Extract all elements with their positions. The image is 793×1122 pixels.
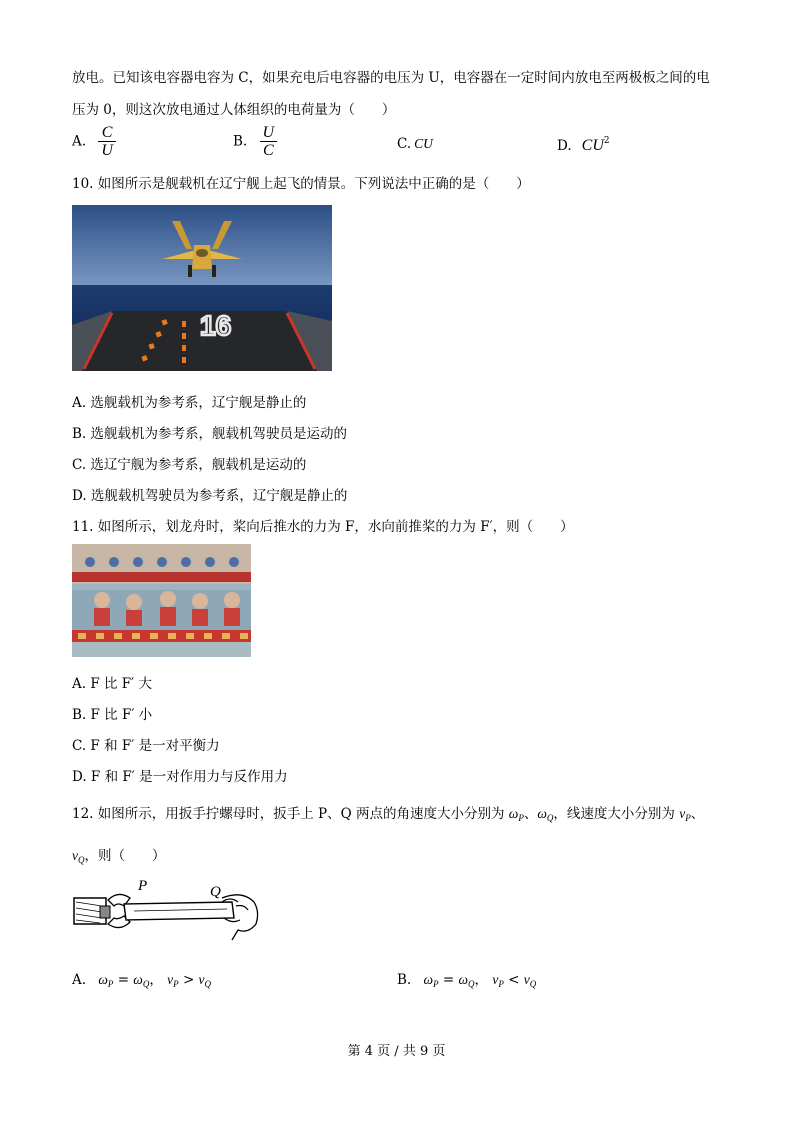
subscript-q: Q xyxy=(468,979,475,989)
q9-option-a xyxy=(72,124,116,159)
q11-stem: 11. 如图所示，划龙舟时，桨向后推水的力为 F，水向前推桨的力为 F′，则（ ） xyxy=(72,519,574,535)
option-value: CU xyxy=(581,137,604,154)
q11-option-c: C. F 和 F′ 是一对平衡力 xyxy=(72,738,220,754)
superscript: 2 xyxy=(603,136,610,146)
q11-option-b: B. F 比 F′ 小 xyxy=(72,707,153,723)
option-label: D. xyxy=(557,138,572,154)
q9-option-c xyxy=(397,136,433,152)
separator: 、 xyxy=(523,806,538,822)
carrier-jet-photo xyxy=(72,205,332,371)
numerator: U xyxy=(260,124,278,142)
q12-option-a xyxy=(72,968,211,989)
comma: ， xyxy=(474,972,489,988)
option-label: C. xyxy=(397,136,412,152)
option-value: CU xyxy=(414,136,433,151)
v-symbol: v xyxy=(72,848,78,863)
subscript-p: P xyxy=(685,813,691,823)
option-label: B. xyxy=(233,133,248,150)
wrench-diagram xyxy=(72,876,264,948)
subscript-p: P xyxy=(107,979,114,989)
stem-text: 、 xyxy=(690,806,705,822)
omega-symbol: ω xyxy=(508,806,519,821)
q11-option-a: A. F 比 F′ 大 xyxy=(72,676,153,692)
v-symbol: v xyxy=(198,972,205,987)
denominator: U xyxy=(101,142,113,159)
q10-option-c: C. 选辽宁舰为参考系，舰载机是运动的 xyxy=(72,457,307,473)
q11-option-d: D. F 和 F′ 是一对作用力与反作用力 xyxy=(72,769,288,785)
subscript-q: Q xyxy=(78,855,85,865)
stem-text: ，线速度大小分别为 xyxy=(553,806,680,822)
omega-symbol: ω xyxy=(98,972,108,987)
stem-text: ，则（ ） xyxy=(84,848,166,864)
subscript-p: P xyxy=(433,979,439,989)
q10-stem: 10. 如图所示是舰载机在辽宁舰上起飞的情景。下列说法中正确的是（ ） xyxy=(72,176,530,192)
q12-stem-line2 xyxy=(72,844,166,865)
q10-option-d: D. 选舰载机驾驶员为参考系，辽宁舰是静止的 xyxy=(72,488,348,504)
comma: ， xyxy=(149,972,163,988)
subscript-q: Q xyxy=(529,979,537,989)
v-symbol: v xyxy=(679,806,686,821)
option-label: B. xyxy=(397,972,412,988)
relation-sign: < xyxy=(508,972,520,988)
subscript-p: P xyxy=(173,979,179,989)
q10-option-b: B. 选舰载机为参考系，舰载机驾驶员是运动的 xyxy=(72,426,348,442)
numerator: C xyxy=(98,124,116,142)
page-footer: 第 4 页 / 共 9 页 xyxy=(347,1044,446,1059)
subscript-q: Q xyxy=(204,979,212,989)
omega-symbol: ω xyxy=(537,806,547,821)
q12-option-b xyxy=(397,968,536,989)
omega-symbol: ω xyxy=(133,972,143,987)
point-q-label: Q xyxy=(210,884,221,900)
q9-line1: 放电。已知该电容器电容为 C，如果充电后电容器的电压为 U，电容器在一定时间内放电至两极板之间的电 xyxy=(72,70,710,86)
denominator: C xyxy=(262,142,274,159)
v-symbol: v xyxy=(523,972,530,987)
q10-option-a: A. 选舰载机为参考系，辽宁舰是静止的 xyxy=(72,395,307,411)
deck-number: 16 xyxy=(200,310,232,341)
omega-symbol: ω xyxy=(458,972,469,987)
equals-sign: = xyxy=(117,972,129,988)
relation-sign: > xyxy=(182,972,195,988)
q9-option-d xyxy=(557,136,610,155)
fraction-c-over-u xyxy=(98,124,116,159)
v-symbol: v xyxy=(492,972,499,987)
q9-line2: 压为 0，则这次放电通过人体组织的电荷量为（ ） xyxy=(72,102,396,118)
omega-symbol: ω xyxy=(423,972,434,987)
dragon-boat-photo xyxy=(72,544,251,657)
v-symbol: v xyxy=(167,972,174,987)
stem-text: 12. 如图所示，用扳手拧螺母时，扳手上 P、Q 两点的角速度大小分别为 xyxy=(72,806,509,822)
wrench-illustration xyxy=(72,876,264,948)
option-label: A. xyxy=(72,972,87,988)
point-p-label: P xyxy=(138,878,148,894)
subscript-q: Q xyxy=(142,979,150,989)
subscript-p: P xyxy=(518,813,524,823)
fraction-u-over-c xyxy=(260,124,278,159)
carrier-jet-illustration xyxy=(72,205,332,371)
equals-sign: = xyxy=(442,972,455,988)
subscript-p: P xyxy=(498,979,504,989)
subscript-q: Q xyxy=(546,813,554,823)
option-label: A. xyxy=(72,133,87,150)
q9-option-b xyxy=(233,124,277,159)
q12-stem-line1 xyxy=(72,802,704,823)
dragon-boat-illustration xyxy=(72,544,251,657)
